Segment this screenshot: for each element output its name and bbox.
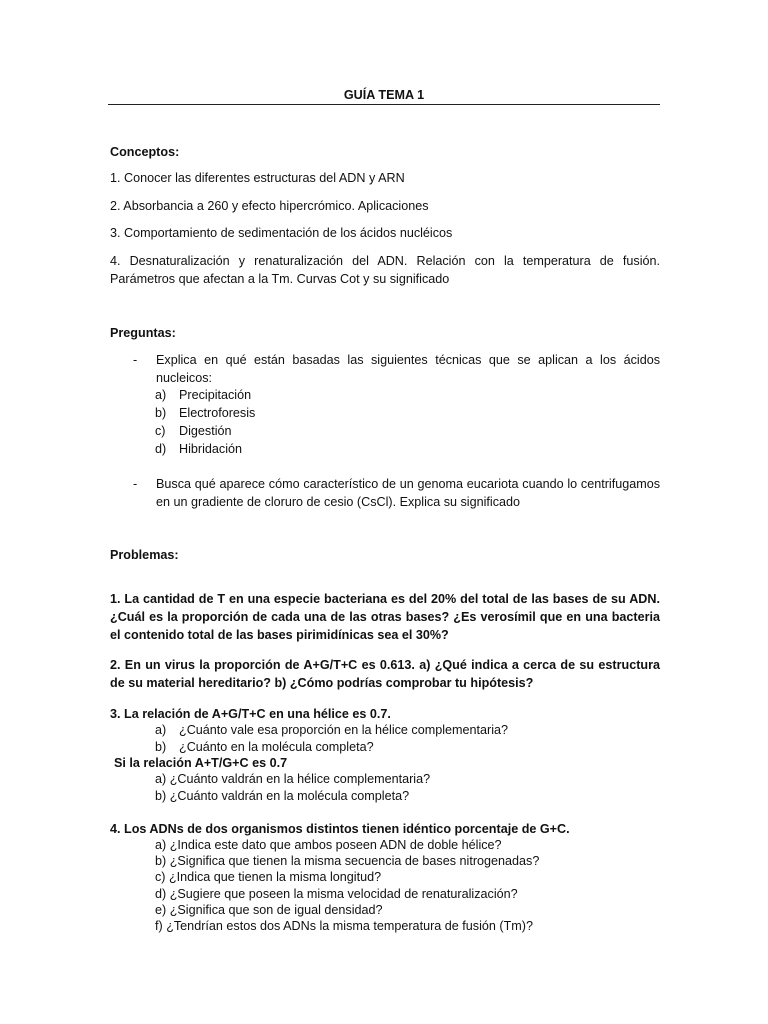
item-label: b) xyxy=(155,740,167,754)
problema-3-subtitle: Si la relación A+T/G+C es 0.7 xyxy=(114,756,288,770)
problemas-heading: Problemas: xyxy=(110,548,179,562)
problema-4-title: 4. Los ADNs de dos organismos distintos tienen idéntico porcentaje de G+C. xyxy=(110,822,570,836)
technique-text: Precipitación xyxy=(179,388,252,402)
pregunta-2 xyxy=(110,475,660,511)
technique-text: Digestión xyxy=(179,424,232,438)
technique-label: a) xyxy=(155,388,167,402)
item-text: ¿Cuánto en la molécula completa? xyxy=(179,740,374,754)
technique-label: c) xyxy=(155,424,166,438)
technique-item-c xyxy=(155,422,635,440)
concepto-item-3: 3. Comportamiento de sedimentación de los ácidos nucléicos xyxy=(110,226,453,240)
document-title: GUÍA TEMA 1 xyxy=(343,88,425,102)
pregunta-1-text: Explica en qué están basadas las siguientes técnicas que se aplican a los ácidos nucleicos: xyxy=(156,353,660,385)
technique-item-a xyxy=(155,386,635,404)
problema-1: 1. La cantidad de T en una especie bacteriana es del 20% del total de las bases de su ADN. ¿Cuál es la proporción de cada una de las otras bases? ¿Es verosímil que en una bacteria el contenido total de las bases pirimidínicas sea el 30%? xyxy=(110,592,660,642)
problema-4-item-e: e) ¿Significa que son de igual densidad? xyxy=(155,903,383,917)
concepto-item-2: 2. Absorbancia a 260 y efecto hipercrómico. Aplicaciones xyxy=(110,199,429,213)
problema-3-item2-a: a) ¿Cuánto valdrán en la hélice complementaria? xyxy=(155,772,431,786)
problema-4-item-c: c) ¿Indica que tienen la misma longitud? xyxy=(155,870,382,884)
title-underline xyxy=(108,104,660,105)
technique-text: Hibridación xyxy=(179,442,242,456)
problema-2: 2. En un virus la proporción de A+G/T+C es 0.613. a) ¿Qué indica a cerca de su estructura de su material hereditario? b) ¿Cómo podrías comprobar tu hipótesis? xyxy=(110,658,660,690)
concepto-item-1: 1. Conocer las diferentes estructuras del ADN y ARN xyxy=(110,171,405,185)
problema-4-item-b: b) ¿Significa que tienen la misma secuencia de bases nitrogenadas? xyxy=(155,854,540,868)
problema-3-item-a xyxy=(155,721,635,739)
technique-text: Electroforesis xyxy=(179,406,256,420)
item-label: a) xyxy=(155,723,167,737)
technique-item-b xyxy=(155,404,635,422)
technique-label: d) xyxy=(155,442,167,456)
technique-label: b) xyxy=(155,406,167,420)
problema-4-item-d: d) ¿Sugiere que poseen la misma velocidad de renaturalización? xyxy=(155,887,518,901)
problema-3-item2-b: b) ¿Cuánto valdrán en la molécula completa? xyxy=(155,789,410,803)
technique-item-d xyxy=(155,440,635,458)
dash-bullet: - xyxy=(133,353,138,367)
conceptos-heading: Conceptos: xyxy=(110,145,180,159)
problema-4-item-a: a) ¿Indica este dato que ambos poseen ADN de doble hélice? xyxy=(155,838,502,852)
item-text: ¿Cuánto vale esa proporción en la hélice complementaria? xyxy=(179,723,509,737)
title-wrap xyxy=(108,86,660,104)
problema-4-item-f: f) ¿Tendrían estos dos ADNs la misma temperatura de fusión (Tm)? xyxy=(155,919,533,933)
pregunta-1 xyxy=(110,351,660,387)
concepto-item-4: 4. Desnaturalización y renaturalización del ADN. Relación con la temperatura de fusión. Parámetros que afectan a la Tm. Curvas Cot y su significado xyxy=(110,254,660,286)
pregunta-2-text: Busca qué aparece cómo característico de un genoma eucariota cuando lo centrifugamos en un gradiente de cloruro de cesio (CsCl). Explica su significado xyxy=(156,477,660,509)
problema-3-title: 3. La relación de A+G/T+C en una hélice es 0.7. xyxy=(110,707,391,721)
preguntas-heading: Preguntas: xyxy=(110,326,176,340)
dash-bullet: - xyxy=(133,477,138,491)
